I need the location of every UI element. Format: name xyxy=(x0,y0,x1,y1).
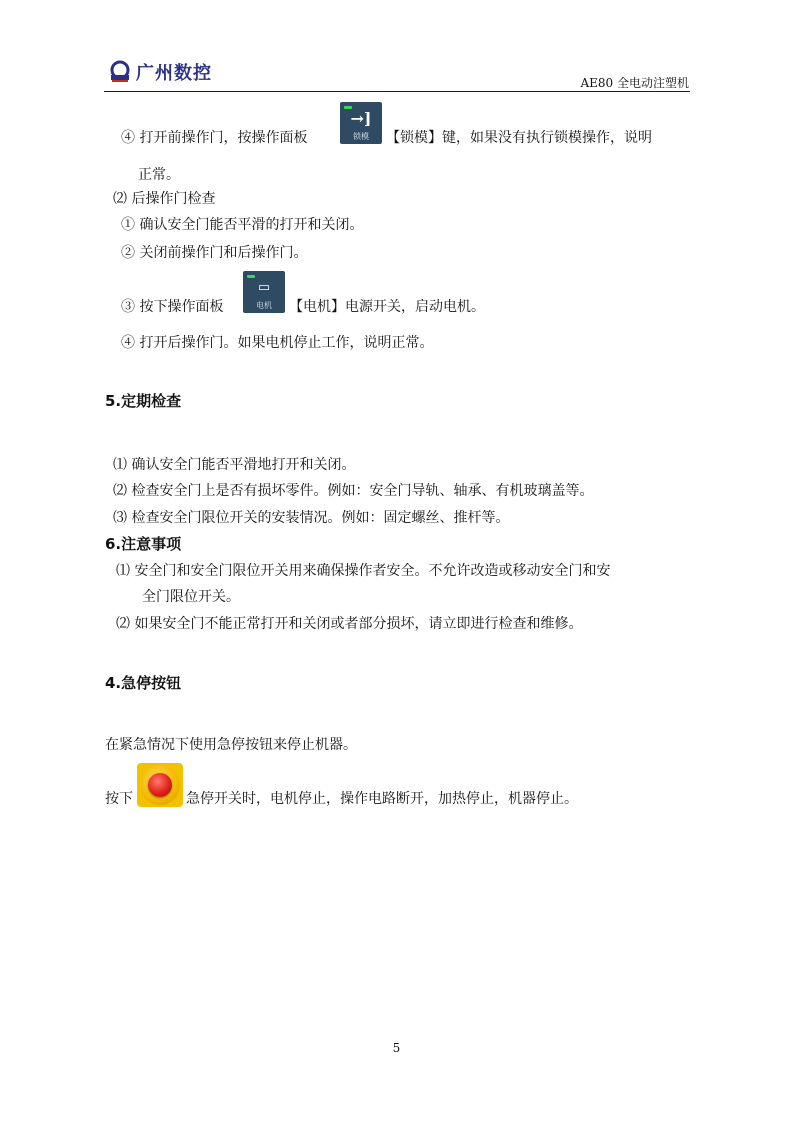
section-heading: 5.定期检查 xyxy=(105,392,182,410)
document-model: AE80 全电动注塑机 xyxy=(580,76,689,90)
gsk-logo-icon xyxy=(108,60,132,84)
section-heading: 6.注意事项 xyxy=(105,535,182,553)
list-item: ⑵ 如果安全门不能正常打开和关闭或者部分损坏，请立即进行检查和维修。 xyxy=(116,616,583,632)
list-item: ④ 打开后操作门。如果电机停止工作，说明正常。 xyxy=(121,335,434,351)
text-line: 急停开关时，电机停止，操作电路断开，加热停止，机器停止。 xyxy=(186,791,578,807)
list-item: ⑶ 检查安全门限位开关的安装情况。例如：固定螺丝、推杆等。 xyxy=(113,510,510,526)
lock-key-caption: 锁模 xyxy=(353,132,369,141)
header-divider xyxy=(104,91,690,92)
list-item: ⑵ 检查安全门上是否有损坏零件。例如：安全门导轨、轴承、有机玻璃盖等。 xyxy=(113,483,594,499)
text-line: 正常。 xyxy=(138,167,180,183)
motor-key-caption: 电机 xyxy=(256,301,272,310)
page-number: 5 xyxy=(392,1041,401,1055)
section-heading: 4.急停按钮 xyxy=(105,674,182,692)
list-item: ⑴ 安全门和安全门限位开关用来确保操作者安全。不允许改造或移动安全门和安 xyxy=(116,563,611,579)
list-item: ② 关闭前操作门和后操作门。 xyxy=(121,245,308,261)
motor-key-icon: ▭ 电机 xyxy=(243,271,285,313)
lock-mold-key-icon: →] 锁模 xyxy=(340,102,382,144)
text-line: ③ 按下操作面板 xyxy=(121,299,224,315)
list-item: ⑴ 确认安全门能否平滑地打开和关闭。 xyxy=(113,457,356,473)
text-line: 按下 xyxy=(105,791,133,807)
text-line: 【电机】电源开关，启动电机。 xyxy=(289,299,485,315)
company-logo xyxy=(108,58,212,86)
paragraph: 在紧急情况下使用急停按钮来停止机器。 xyxy=(105,737,357,753)
text-line: 【锁模】键，如果没有执行锁模操作，说明 xyxy=(386,130,652,146)
list-item: ① 确认安全门能否平滑的打开和关闭。 xyxy=(121,217,364,233)
logo-text: 广州数控 xyxy=(136,63,212,84)
emergency-stop-icon xyxy=(137,763,183,807)
subsection-heading: ⑵ 后操作门检查 xyxy=(113,191,216,207)
list-item-continuation: 全门限位开关。 xyxy=(142,589,240,605)
text-line: ④ 打开前操作门，按操作面板 xyxy=(121,130,308,146)
